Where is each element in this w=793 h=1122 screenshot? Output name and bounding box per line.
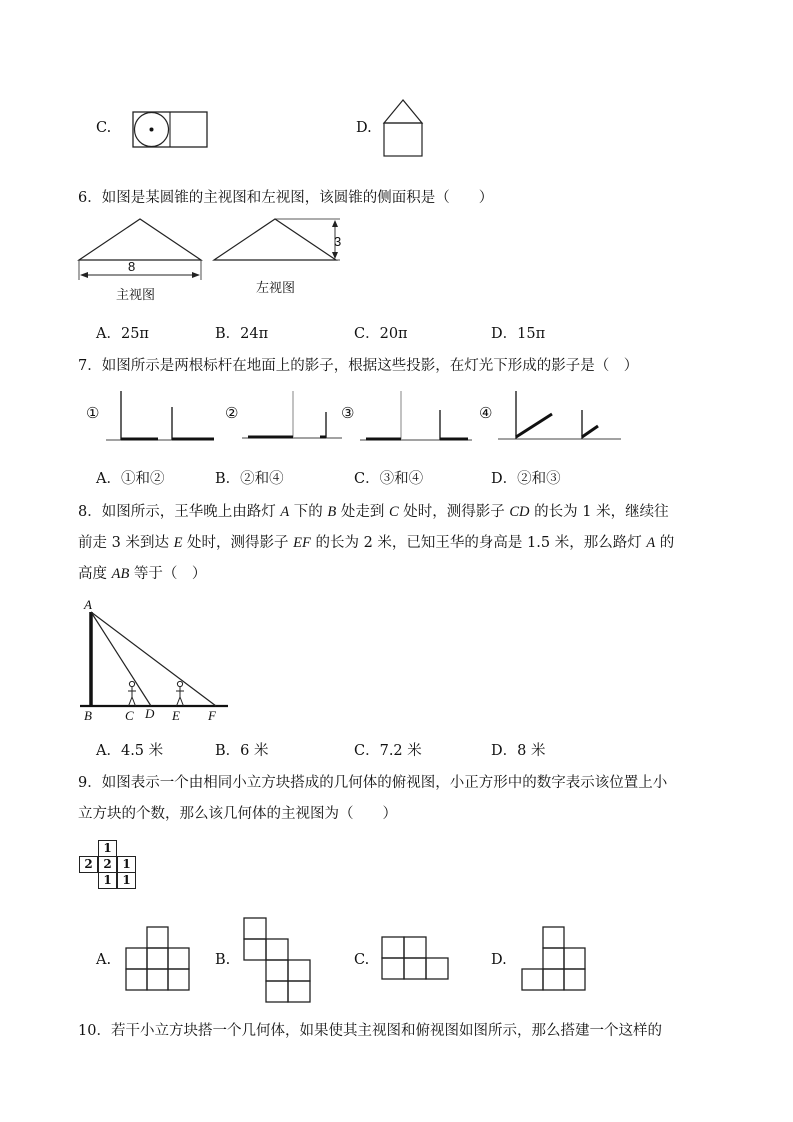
q7-figure-1: [106, 388, 216, 444]
q9-option-c-label: C.: [354, 952, 370, 968]
q8-option-d: D．8 米: [491, 743, 546, 759]
q9-grid-cell: 2: [98, 856, 117, 873]
q8-point-b: B: [84, 708, 92, 723]
q9-option-b-label: B.: [215, 952, 231, 968]
q7-label-1: ①: [86, 404, 100, 422]
q7-option-d: D．②和③: [491, 471, 561, 487]
question-8-line-3: 高度 AB 等于（ ）: [78, 566, 207, 582]
q7-option-c: C．③和④: [354, 471, 424, 487]
q8-point-a: A: [84, 597, 92, 612]
q6-left-view-figure: [212, 214, 346, 270]
q6-option-d: D．15π: [491, 326, 546, 342]
q7-label-2: ②: [225, 404, 239, 422]
option-d-label: D.: [356, 120, 372, 136]
q8-point-f: F: [208, 708, 216, 723]
q8-point-d: D: [145, 706, 155, 721]
question-9-line-2: 立方块的个数，那么该几何体的主视图为（ ）: [78, 806, 397, 822]
q9-option-b-figure: [242, 916, 314, 1004]
option-d-figure: [380, 97, 426, 159]
q9-option-d-label: D.: [491, 952, 507, 968]
q8-option-b: B．6 米: [215, 743, 269, 759]
question-7-text: 7．如图所示是两根标杆在地面上的影子，根据这些投影，在灯光下形成的影子是（ ）: [78, 358, 639, 374]
q7-figure-3: [356, 388, 474, 444]
option-c-figure: [130, 110, 210, 150]
q9-option-c-figure: [380, 935, 452, 983]
q8-point-c: C: [125, 708, 134, 723]
q7-option-a: A．①和②: [96, 471, 165, 487]
q9-grid-cell: 1: [98, 840, 117, 857]
q6-option-a: A．25π: [96, 326, 149, 342]
q9-grid-cell: 1: [98, 872, 117, 889]
q9-grid-cell: 1: [117, 872, 136, 889]
q7-option-b: B．②和④: [215, 471, 284, 487]
q8-point-e: E: [172, 708, 180, 723]
question-6-text: 6．如图是某圆锥的主视图和左视图，该圆锥的侧面积是（ ）: [78, 190, 494, 206]
q9-option-a-label: A.: [96, 952, 112, 968]
q9-grid-cell: 1: [117, 856, 136, 873]
q8-streetlight-figure: [80, 598, 230, 724]
q8-option-c: C．7.2 米: [354, 743, 422, 759]
q7-label-3: ③: [341, 404, 355, 422]
question-8-line-2: 前走 3 米到达 E 处时，测得影子 EF 的长为 2 米，已知王华的身高是 1.5 米，那么路灯 A 的: [78, 535, 675, 551]
q6-left-view-label: 左视图: [256, 280, 296, 295]
question-8-line-1: 8．如图所示，王华晚上由路灯 A 下的 B 处走到 C 处时，测得影子 CD 的长为 1 米，继续往: [78, 504, 669, 520]
q8-option-a: A．4.5 米: [96, 743, 164, 759]
q6-dim-height: 3: [334, 234, 342, 249]
q7-label-4: ④: [479, 404, 493, 422]
q6-dim-width: 8: [128, 259, 136, 274]
q9-option-d-figure: [520, 925, 590, 993]
q6-option-c: C．20π: [354, 326, 408, 342]
question-9-line-1: 9．如图表示一个由相同小立方块搭成的几何体的俯视图，小正方形中的数字表示该位置上小: [78, 775, 668, 791]
q9-option-a-figure: [124, 925, 194, 993]
q6-option-b: B．24π: [215, 326, 269, 342]
q9-grid-cell: 2: [79, 856, 98, 873]
q6-front-view-label: 主视图: [116, 287, 156, 302]
option-c-label: C.: [96, 120, 112, 136]
question-10-text: 10．若干小立方块搭一个几何体，如果使其主视图和俯视图如图所示，那么搭建一个这样的: [78, 1023, 662, 1039]
q9-top-view-grid: [78, 836, 138, 896]
q7-figure-2: [240, 388, 345, 444]
q7-figure-4: [494, 388, 624, 444]
